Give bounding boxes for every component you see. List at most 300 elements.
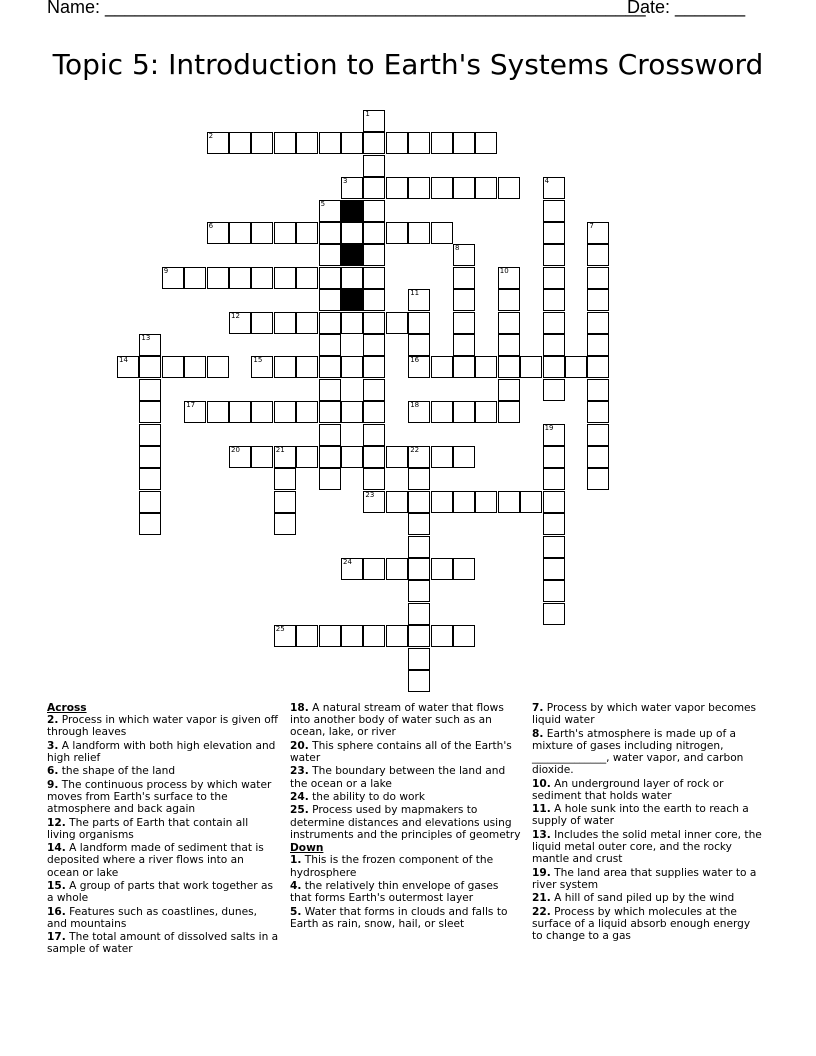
clue-item-number: 14.: [47, 842, 66, 855]
grid-cell[interactable]: [274, 625, 296, 647]
grid-cell[interactable]: [543, 580, 565, 602]
grid-cell[interactable]: [498, 312, 520, 334]
grid-cell[interactable]: [341, 312, 363, 334]
grid-cell[interactable]: [520, 356, 542, 378]
clue-item-number: 25.: [290, 804, 309, 817]
clue-item-number: 18.: [290, 702, 309, 714]
grid-cell[interactable]: [543, 603, 565, 625]
grid-cell[interactable]: [363, 468, 385, 490]
clue-number: 6: [208, 222, 214, 230]
grid-cell[interactable]: [274, 513, 296, 535]
grid-cell[interactable]: [251, 267, 273, 289]
grid-cell[interactable]: [319, 625, 341, 647]
grid-cell[interactable]: [341, 625, 363, 647]
grid-cell[interactable]: [408, 558, 430, 580]
grid-cell[interactable]: [319, 334, 341, 356]
clue-item-text: Process in which water vapor is given off through leaves: [47, 714, 278, 739]
grid-cell[interactable]: [431, 446, 453, 468]
clue-item-number: 8.: [532, 727, 544, 740]
clue-item-text: A group of parts that work together as a whole: [47, 879, 273, 905]
grid-cell[interactable]: [341, 558, 363, 580]
clue-item: [532, 778, 764, 802]
clue-item-number: 5.: [290, 905, 302, 918]
grid-cell[interactable]: [319, 356, 341, 378]
grid-cell[interactable]: [341, 446, 363, 468]
grid-cell[interactable]: [543, 558, 565, 580]
grid-cell[interactable]: [543, 267, 565, 289]
clue-item: [47, 740, 279, 764]
grid-cell[interactable]: [251, 222, 273, 244]
clue-item-text: Process by which water vapor becomes liquid water: [532, 702, 757, 727]
grid-cell[interactable]: [341, 401, 363, 423]
grid-cell[interactable]: [475, 177, 497, 199]
grid-cell[interactable]: [587, 356, 609, 378]
grid-cell[interactable]: [319, 446, 341, 468]
grid-cell[interactable]: [319, 222, 341, 244]
grid-cell[interactable]: [543, 244, 565, 266]
clue-item-text: A landform with both high elevation and high relief: [47, 739, 276, 764]
grid-cell[interactable]: [274, 312, 296, 334]
grid-cell[interactable]: [296, 401, 318, 423]
clues-column-1: [47, 702, 279, 957]
grid-cell[interactable]: [274, 468, 296, 490]
grid-cell[interactable]: [431, 401, 453, 423]
clue-number: 16: [410, 356, 420, 365]
grid-cell[interactable]: [453, 132, 475, 154]
grid-cell[interactable]: [408, 312, 430, 334]
grid-cell[interactable]: [341, 267, 363, 289]
grid-cell[interactable]: [498, 334, 520, 356]
grid-cell[interactable]: [453, 558, 475, 580]
clue-item-text: A hill of sand piled up by the wind: [550, 892, 735, 905]
clue-number: 9: [163, 266, 169, 275]
grid-cell[interactable]: [363, 222, 385, 244]
grid-cell[interactable]: [543, 289, 565, 311]
grid-cell[interactable]: [408, 491, 430, 513]
grid-cell[interactable]: [431, 625, 453, 647]
clue-item: [290, 791, 522, 803]
clue-item-text: Includes the solid metal inner core, the liquid metal outer core, and the rocky mantle and crust: [532, 828, 762, 866]
clue-number: 3: [343, 177, 348, 186]
date-field-label[interactable]: Date: _______: [627, 0, 746, 17]
grid-cell[interactable]: [363, 334, 385, 356]
clue-item-text: An underground layer of rock or sediment that holds water: [532, 777, 724, 802]
grid-cell[interactable]: [453, 356, 475, 378]
clue-number: 2: [208, 132, 214, 141]
grid-cell[interactable]: [498, 289, 520, 311]
grid-cell[interactable]: [408, 536, 430, 558]
grid-cell[interactable]: [363, 312, 385, 334]
grid-cell[interactable]: [587, 244, 609, 266]
grid-cell[interactable]: [319, 424, 341, 446]
clue-item: [290, 740, 522, 764]
clue-item-number: 11.: [532, 803, 551, 816]
grid-cell[interactable]: [408, 580, 430, 602]
grid-cell[interactable]: [408, 356, 430, 378]
clue-number: 19: [544, 423, 554, 432]
grid-cell[interactable]: [274, 446, 296, 468]
grid-cell[interactable]: [431, 222, 453, 244]
grid-cell[interactable]: [229, 312, 251, 334]
clue-item: [290, 804, 522, 841]
clue-item-text: A hole sunk into the earth to reach a supply of water: [532, 803, 749, 828]
grid-cell[interactable]: [319, 401, 341, 423]
grid-cell[interactable]: [363, 356, 385, 378]
clue-item-text: A natural stream of water that flows into another body of water such as an ocean, lake, or river: [290, 702, 504, 739]
grid-cell[interactable]: [498, 267, 520, 289]
grid-cell[interactable]: [498, 379, 520, 401]
grid-cell[interactable]: [207, 267, 229, 289]
clue-item-number: 2.: [47, 714, 59, 727]
grid-cell[interactable]: [184, 401, 206, 423]
clue-number: 23: [365, 490, 375, 499]
grid-cell[interactable]: [363, 244, 385, 266]
grid-cell[interactable]: [431, 558, 453, 580]
grid-cell[interactable]: [408, 513, 430, 535]
grid-cell[interactable]: [274, 267, 296, 289]
grid-cell[interactable]: [139, 334, 161, 356]
grid-cell[interactable]: [408, 289, 430, 311]
grid-cell[interactable]: [296, 222, 318, 244]
clue-number: 24: [343, 558, 352, 566]
grid-cell[interactable]: [251, 446, 273, 468]
clue-number: 10: [499, 266, 509, 275]
grid-cell[interactable]: [453, 289, 475, 311]
grid-cell[interactable]: [408, 648, 430, 670]
grid-cell[interactable]: [139, 468, 161, 490]
grid-cell[interactable]: [274, 356, 296, 378]
grid-cell[interactable]: [139, 356, 161, 378]
grid-cell[interactable]: [319, 132, 341, 154]
grid-cell[interactable]: [296, 625, 318, 647]
clue-item-number: 16.: [47, 905, 66, 918]
clue-item-number: 10.: [532, 777, 551, 790]
grid-cell[interactable]: [587, 379, 609, 401]
grid-cell[interactable]: [453, 244, 475, 266]
grid-cell[interactable]: [319, 312, 341, 334]
grid-cell[interactable]: [498, 356, 520, 378]
grid-cell[interactable]: [363, 267, 385, 289]
grid-cell[interactable]: [408, 670, 430, 692]
grid-cell[interactable]: [341, 222, 363, 244]
grid-cell[interactable]: [543, 177, 565, 199]
clue-item-number: 12.: [47, 816, 66, 829]
grid-cell[interactable]: [363, 446, 385, 468]
clue-item: [532, 892, 764, 904]
clue-number: 25: [275, 625, 285, 634]
grid-cell[interactable]: [386, 558, 408, 580]
grid-cell[interactable]: [386, 222, 408, 244]
grid-cell[interactable]: [341, 356, 363, 378]
grid-cell[interactable]: [431, 356, 453, 378]
grid-cell[interactable]: [587, 267, 609, 289]
clue-item-number: 24.: [290, 790, 309, 803]
grid-cell[interactable]: [162, 356, 184, 378]
grid-cell[interactable]: [587, 401, 609, 423]
grid-cell[interactable]: [296, 132, 318, 154]
grid-cell[interactable]: [274, 132, 296, 154]
grid-cell[interactable]: [431, 132, 453, 154]
grid-cell[interactable]: [363, 110, 385, 132]
clue-item: [532, 867, 764, 891]
name-field-label[interactable]: Name: ______________________________________________________: [47, 0, 646, 17]
clue-item-number: 15.: [47, 879, 66, 892]
grid-cell[interactable]: [229, 401, 251, 423]
grid-cell[interactable]: [475, 401, 497, 423]
clue-item-number: 6.: [47, 765, 59, 778]
clue-item-text: The boundary between the land and the ocean or a lake: [290, 765, 506, 790]
grid-cell[interactable]: [475, 132, 497, 154]
grid-cell[interactable]: [363, 289, 385, 311]
black-cell: [341, 244, 363, 266]
grid-cell[interactable]: [319, 267, 341, 289]
grid-cell[interactable]: [274, 401, 296, 423]
grid-cell[interactable]: [274, 222, 296, 244]
grid-cell[interactable]: [587, 289, 609, 311]
grid-cell[interactable]: [386, 446, 408, 468]
black-cell: [341, 289, 363, 311]
grid-cell[interactable]: [543, 222, 565, 244]
grid-cell[interactable]: [139, 513, 161, 535]
grid-cell[interactable]: [296, 312, 318, 334]
grid-cell[interactable]: [543, 536, 565, 558]
black-cell: [341, 200, 363, 222]
clue-number: 11: [410, 289, 420, 298]
grid-cell[interactable]: [543, 513, 565, 535]
clue-item: [290, 880, 522, 904]
grid-cell[interactable]: [296, 356, 318, 378]
grid-cell[interactable]: [565, 356, 587, 378]
clue-number: 18: [410, 401, 420, 410]
grid-cell[interactable]: [207, 222, 229, 244]
grid-cell[interactable]: [386, 625, 408, 647]
clue-item-text: The continuous process by which water moves from Earth's surface to the atmosphere and back again: [47, 778, 272, 816]
grid-cell[interactable]: [543, 468, 565, 490]
clue-number: 21: [275, 446, 285, 454]
grid-cell[interactable]: [498, 401, 520, 423]
clue-item-number: 3.: [47, 739, 59, 752]
grid-cell[interactable]: [363, 200, 385, 222]
grid-cell[interactable]: [207, 401, 229, 423]
grid-cell[interactable]: [296, 267, 318, 289]
grid-cell[interactable]: [363, 379, 385, 401]
grid-cell[interactable]: [207, 356, 229, 378]
grid-cell[interactable]: [520, 491, 542, 513]
grid-cell[interactable]: [475, 356, 497, 378]
clue-item-number: 20.: [290, 739, 309, 752]
grid-cell[interactable]: [386, 312, 408, 334]
clue-item-text: the ability to do work: [308, 790, 425, 803]
grid-cell[interactable]: [453, 446, 475, 468]
grid-cell[interactable]: [453, 177, 475, 199]
clue-number: 12: [231, 311, 240, 320]
clue-number: 20: [231, 446, 240, 454]
grid-cell[interactable]: [251, 401, 273, 423]
clue-number: 8: [455, 244, 460, 253]
clue-item-text: Process by which molecules at the surface of a liquid absorb enough energy to change to a gas: [532, 905, 751, 942]
grid-cell[interactable]: [363, 558, 385, 580]
grid-cell[interactable]: [319, 200, 341, 222]
grid-cell[interactable]: [363, 177, 385, 199]
clue-item: [532, 702, 764, 726]
clue-item-number: 22.: [532, 905, 551, 918]
grid-cell[interactable]: [453, 401, 475, 423]
grid-cell[interactable]: [139, 379, 161, 401]
grid-cell[interactable]: [229, 267, 251, 289]
clue-item-text: A landform made of sediment that is deposited where a river flows into an ocean or lake: [47, 842, 264, 879]
grid-cell[interactable]: [363, 625, 385, 647]
grid-cell[interactable]: [184, 267, 206, 289]
grid-cell[interactable]: [319, 468, 341, 490]
grid-cell[interactable]: [319, 379, 341, 401]
clue-item-number: 13.: [532, 828, 551, 841]
clue-item: [532, 728, 764, 777]
clue-item-text: The parts of Earth that contain all living organisms: [47, 816, 249, 841]
grid-cell[interactable]: [341, 132, 363, 154]
grid-cell[interactable]: [139, 401, 161, 423]
clue-item: [47, 906, 279, 930]
grid-cell[interactable]: [162, 267, 184, 289]
clue-item-number: 4.: [290, 879, 302, 892]
grid-cell[interactable]: [408, 177, 430, 199]
grid-cell[interactable]: [543, 424, 565, 446]
grid-cell[interactable]: [139, 446, 161, 468]
grid-cell[interactable]: [363, 155, 385, 177]
grid-cell[interactable]: [543, 356, 565, 378]
clue-item: [290, 702, 522, 739]
clues-column-2: [290, 702, 522, 931]
grid-cell[interactable]: [453, 312, 475, 334]
grid-cell[interactable]: [408, 132, 430, 154]
grid-cell[interactable]: [408, 334, 430, 356]
grid-cell[interactable]: [587, 222, 609, 244]
grid-cell[interactable]: [386, 132, 408, 154]
grid-cell[interactable]: [117, 356, 139, 378]
grid-cell[interactable]: [251, 132, 273, 154]
grid-cell[interactable]: [408, 468, 430, 490]
clue-item: [532, 906, 764, 943]
grid-cell[interactable]: [408, 603, 430, 625]
grid-cell[interactable]: [363, 132, 385, 154]
grid-cell[interactable]: [363, 491, 385, 513]
grid-cell[interactable]: [319, 244, 341, 266]
clue-item: [47, 817, 279, 841]
grid-cell[interactable]: [498, 177, 520, 199]
clue-number: 14: [119, 356, 128, 365]
grid-cell[interactable]: [453, 625, 475, 647]
grid-cell[interactable]: [408, 222, 430, 244]
clue-item-text: Water that forms in clouds and falls to Earth as rain, snow, hail, or sleet: [290, 905, 508, 930]
grid-cell[interactable]: [139, 491, 161, 513]
grid-cell[interactable]: [543, 446, 565, 468]
grid-cell[interactable]: [341, 177, 363, 199]
grid-cell[interactable]: [543, 491, 565, 513]
grid-cell[interactable]: [453, 491, 475, 513]
clue-item: [47, 842, 279, 879]
grid-cell[interactable]: [207, 132, 229, 154]
clue-item: [47, 880, 279, 904]
grid-cell[interactable]: [229, 446, 251, 468]
clue-item: [290, 854, 522, 878]
grid-cell[interactable]: [587, 312, 609, 334]
clue-item-text: Features such as coastlines, dunes, and mountains: [47, 905, 257, 930]
clue-item-number: 19.: [532, 866, 551, 879]
clue-item: [47, 765, 279, 777]
clue-item-text: The total amount of dissolved salts in a sample of water: [47, 931, 279, 956]
grid-cell[interactable]: [296, 446, 318, 468]
clue-item-number: 23.: [290, 765, 309, 778]
clue-item: [290, 765, 522, 789]
clue-item-number: 17.: [47, 931, 66, 944]
grid-cell[interactable]: [587, 468, 609, 490]
grid-cell[interactable]: [363, 401, 385, 423]
page-title: Topic 5: Introduction to Earth's Systems Crossword: [52, 48, 764, 81]
clue-item-text: The land area that supplies water to a river system: [532, 866, 757, 891]
clue-number: 17: [186, 401, 196, 410]
grid-cell[interactable]: [408, 625, 430, 647]
section-heading: Down: [290, 842, 324, 855]
clue-item-text: Process used by mapmakers to determine distances and elevations using instruments and the principles of geometry: [290, 804, 521, 841]
grid-cell[interactable]: [274, 491, 296, 513]
grid-cell[interactable]: [587, 446, 609, 468]
grid-cell[interactable]: [543, 334, 565, 356]
clue-number: 7: [589, 222, 594, 230]
grid-cell[interactable]: [543, 379, 565, 401]
grid-cell[interactable]: [408, 446, 430, 468]
grid-cell[interactable]: [363, 424, 385, 446]
grid-cell[interactable]: [319, 289, 341, 311]
grid-cell[interactable]: [453, 334, 475, 356]
grid-cell[interactable]: [184, 356, 206, 378]
clue-item-text: the relatively thin envelope of gases that forms Earth's outermost layer: [290, 879, 499, 905]
grid-cell[interactable]: [587, 424, 609, 446]
grid-cell[interactable]: [139, 424, 161, 446]
grid-cell[interactable]: [251, 356, 273, 378]
grid-cell[interactable]: [386, 177, 408, 199]
clues-column-3: [532, 702, 764, 943]
clue-number: 1: [365, 110, 370, 118]
grid-cell[interactable]: [386, 491, 408, 513]
clue-item-text: the shape of the land: [58, 765, 176, 778]
grid-cell[interactable]: [431, 177, 453, 199]
grid-cell[interactable]: [453, 267, 475, 289]
grid-cell[interactable]: [431, 491, 453, 513]
clue-item-text: This is the frozen component of the hydrosphere: [290, 854, 494, 879]
clue-item-text: Earth's atmosphere is made up of a mixture of gases including nitrogen, ______________, water vapor, and carbon dioxide.: [532, 727, 744, 777]
grid-cell[interactable]: [408, 401, 430, 423]
grid-cell[interactable]: [251, 312, 273, 334]
clue-number: 15: [253, 356, 263, 365]
grid-cell[interactable]: [475, 491, 497, 513]
clue-number: 4: [544, 177, 550, 186]
clue-item-number: 21.: [532, 892, 551, 905]
clue-item-number: 7.: [532, 702, 544, 714]
clue-item-number: 1.: [290, 854, 302, 867]
clue-item: [47, 714, 279, 738]
clue-number: 22: [410, 446, 420, 454]
clue-item: [532, 803, 764, 827]
grid-cell[interactable]: [543, 200, 565, 222]
clue-number: 13: [141, 334, 151, 342]
clue-item-text: This sphere contains all of the Earth's water: [290, 739, 512, 764]
grid-cell[interactable]: [229, 132, 251, 154]
clue-item-number: 9.: [47, 778, 59, 791]
grid-cell[interactable]: [498, 491, 520, 513]
grid-cell[interactable]: [587, 334, 609, 356]
clue-item: [532, 829, 764, 866]
grid-cell[interactable]: [543, 312, 565, 334]
grid-cell[interactable]: [229, 222, 251, 244]
